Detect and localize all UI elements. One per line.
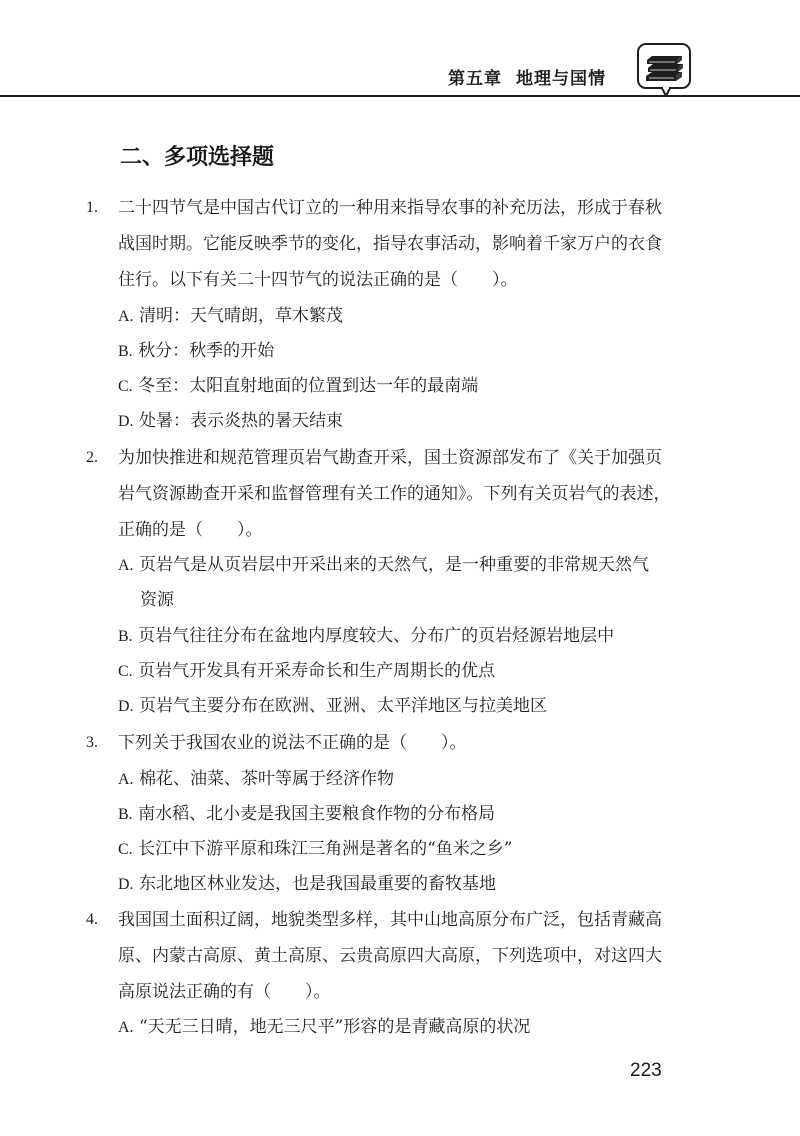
- option-text: 清明：天气晴朗，草木繁茂: [138, 306, 343, 326]
- option-a: [118, 767, 394, 792]
- question-text-line: 为加快推进和规范管理页岩气勘查开采，国土资源部发布了《关于加强页: [118, 448, 662, 468]
- option-text: 页岩气主要分布在欧洲、亚洲、太平洋地区与拉美地区: [138, 696, 547, 716]
- option-letter: A.: [118, 1019, 134, 1036]
- option-letter: D.: [118, 876, 134, 893]
- question-number: 1.: [86, 199, 98, 216]
- question-text-line: 正确的是（ ）。: [118, 520, 263, 540]
- option-letter: D.: [118, 413, 134, 430]
- option-d: [118, 872, 496, 897]
- option-b: [118, 339, 274, 364]
- chapter-label: 第五章: [448, 69, 502, 89]
- question-number: 2.: [86, 449, 98, 466]
- option-letter: B.: [118, 806, 133, 823]
- option-c: [118, 837, 512, 862]
- option-letter: B.: [118, 628, 133, 645]
- option-text-continued: 资源: [140, 590, 174, 610]
- option-letter: C.: [118, 841, 133, 858]
- question-text-line: 我国国土面积辽阔，地貌类型多样，其中山地高原分布广泛，包括青藏高: [118, 910, 662, 930]
- option-text: 棉花、油菜、茶叶等属于经济作物: [138, 769, 394, 789]
- header-divider: [0, 95, 800, 97]
- option-a: [118, 553, 649, 578]
- book-stack-icon: [636, 42, 692, 98]
- question-text-line: 原、内蒙古高原、黄土高原、云贵高原四大高原，下列选项中，对这四大: [118, 946, 662, 966]
- option-text: 处暑：表示炎热的暑天结束: [138, 411, 343, 431]
- option-letter: C.: [118, 378, 133, 395]
- question-text-line: 二十四节气是中国古代订立的一种用来指导农事的补充历法，形成于春秋: [118, 198, 662, 218]
- option-text: 长江中下游平原和珠江三角洲是著名的“鱼米之乡”: [138, 839, 513, 859]
- option-letter: A.: [118, 771, 134, 788]
- chapter-subject: 地理与国情: [516, 69, 606, 89]
- option-text: 冬至：太阳直射地面的位置到达一年的最南端: [138, 376, 479, 396]
- option-text: 页岩气是从页岩层中开采出来的天然气，是一种重要的非常规天然气: [138, 555, 649, 575]
- option-text: 页岩气往往分布在盆地内厚度较大、分布广的页岩烃源岩地层中: [138, 626, 615, 646]
- question-text-line: 住行。以下有关二十四节气的说法正确的是（ ）。: [118, 270, 518, 290]
- question-text-line: 下列关于我国农业的说法不正确的是（ ）。: [118, 733, 467, 753]
- question-text-line: 战国时期。它能反映季节的变化，指导农事活动，影响着千家万户的衣食: [118, 234, 662, 254]
- option-c: [118, 374, 478, 399]
- option-d: [118, 694, 547, 719]
- question-number: 4.: [86, 911, 98, 928]
- option-letter: D.: [118, 698, 134, 715]
- option-letter: C.: [118, 663, 133, 680]
- option-d: [118, 409, 343, 434]
- question-text-line: 高原说法正确的有（ ）。: [118, 982, 331, 1002]
- option-c: [118, 659, 495, 684]
- option-a: [118, 304, 343, 329]
- page-number: 223: [630, 1060, 662, 1081]
- option-letter: B.: [118, 343, 133, 360]
- option-text: “天无三日晴，地无三尺平”形容的是青藏高原的状况: [138, 1017, 531, 1037]
- question-number: 3.: [86, 734, 98, 751]
- question-text-line: 岩气资源勘查开采和监督管理有关工作的通知》。下列有关页岩气的表述，: [118, 484, 671, 504]
- section-title: 二、多项选择题: [120, 145, 275, 170]
- option-text: 南水稻、北小麦是我国主要粮食作物的分布格局: [138, 804, 496, 824]
- option-text: 秋分：秋季的开始: [138, 341, 275, 361]
- option-a: [118, 1015, 530, 1040]
- option-b: [118, 624, 614, 649]
- chapter-header: [448, 64, 606, 89]
- option-text: 东北地区林业发达，也是我国最重要的畜牧基地: [138, 874, 496, 894]
- option-b: [118, 802, 495, 827]
- option-letter: A.: [118, 308, 134, 325]
- option-text: 页岩气开发具有开采寿命长和生产周期长的优点: [138, 661, 496, 681]
- option-letter: A.: [118, 557, 134, 574]
